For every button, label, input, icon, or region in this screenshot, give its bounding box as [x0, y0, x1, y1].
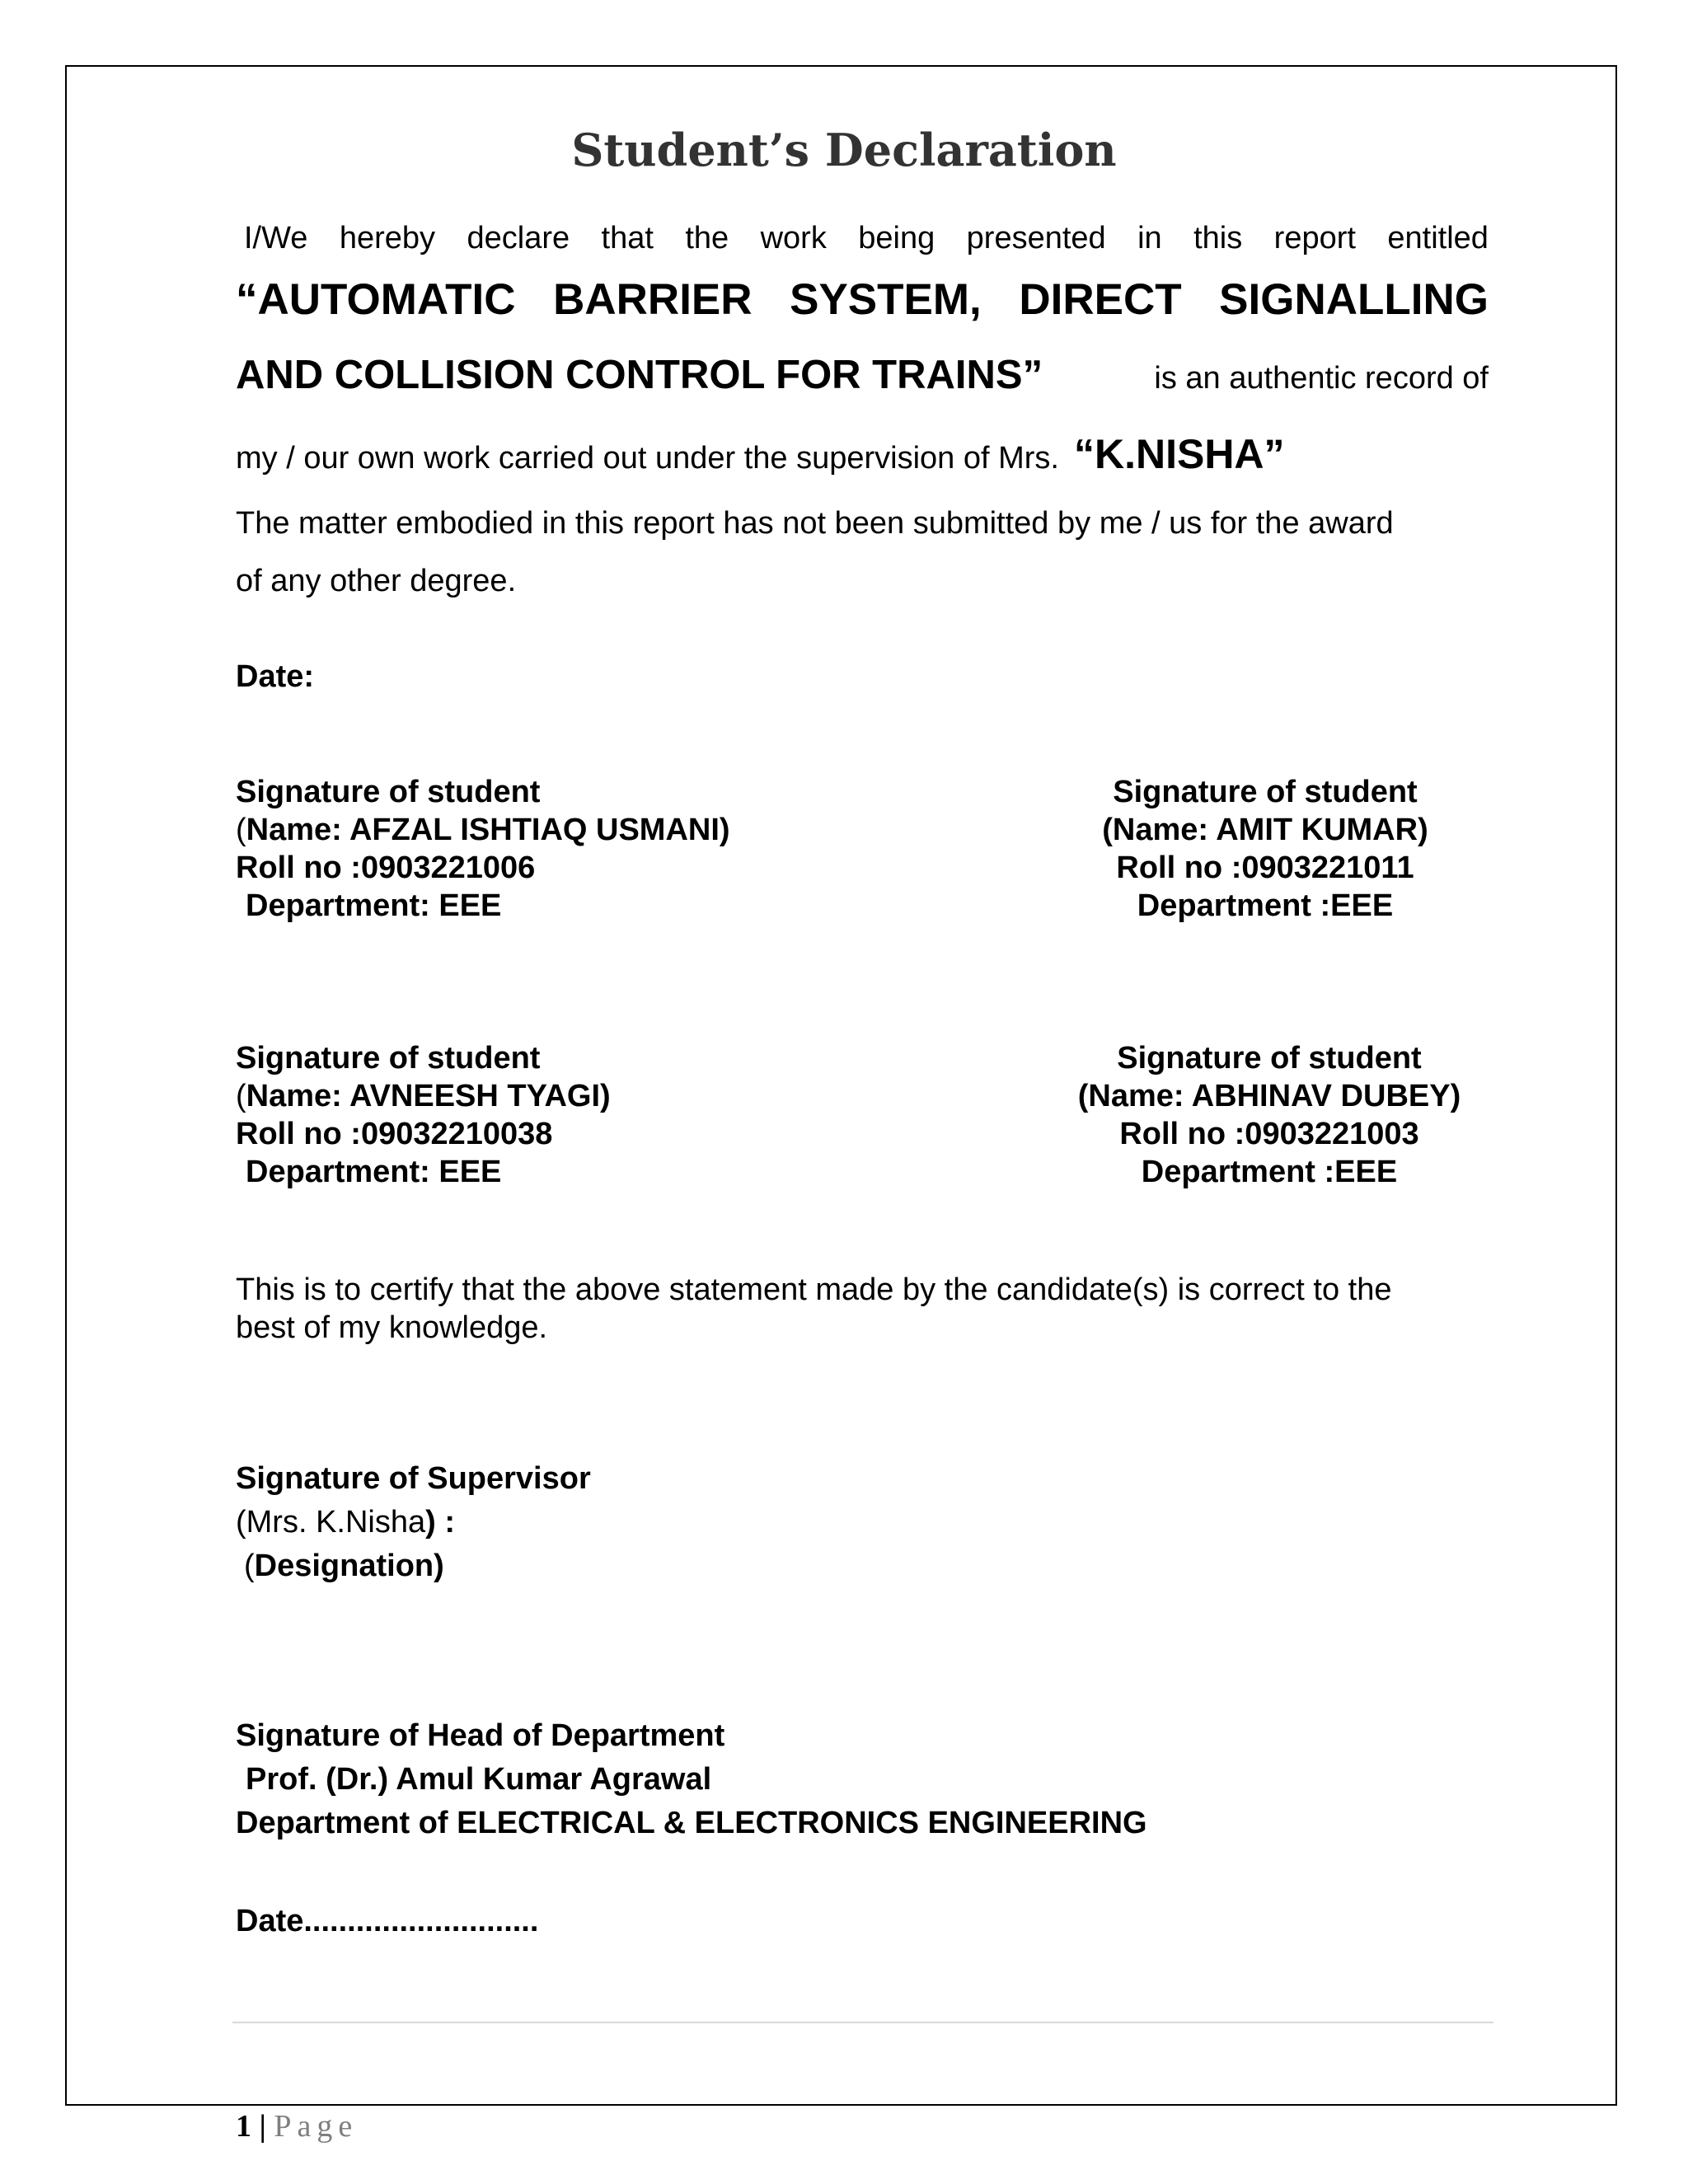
project-title-word: “AUTOMATIC — [236, 275, 516, 324]
student-signature-block-1 — [236, 773, 730, 925]
student-signature-block-4 — [1063, 1039, 1475, 1191]
date-label: Date: — [236, 659, 315, 694]
hod-department: Department of ELECTRICAL & ELECTRONICS ENGINEERING — [236, 1806, 1147, 1840]
student-signature-block-3 — [236, 1039, 611, 1191]
word: declare — [467, 221, 570, 255]
word: entitled — [1387, 221, 1489, 255]
supervisor-name-quoted: “K.NISHA” — [1073, 431, 1285, 477]
date-line: Date........................... — [236, 1904, 539, 1938]
word: I/We — [244, 221, 308, 255]
supervision-text: my / our own work carried out under the supervision of Mrs. — [236, 441, 1059, 476]
project-title-line-2 — [236, 352, 1489, 398]
project-title-word: SYSTEM, — [790, 275, 982, 324]
signature-label: Signature of student — [1117, 1041, 1422, 1076]
project-title-end: AND COLLISION CONTROL FOR TRAINS” — [236, 353, 1043, 397]
word: this — [1193, 221, 1243, 255]
signature-label: Signature of student — [236, 775, 541, 809]
page-title: Student’s Declaration — [571, 124, 1117, 176]
word: report — [1273, 221, 1356, 255]
student-signature-block-2 — [1063, 773, 1467, 925]
word: hereby — [339, 221, 436, 255]
declaration-line-5: of any other degree. — [236, 564, 517, 598]
student-roll: Roll no :0903221011 — [1116, 851, 1414, 885]
student-name: (Name: AMIT KUMAR) — [1102, 813, 1428, 847]
student-department: Department: EEE — [246, 888, 502, 923]
student-department: Department :EEE — [1137, 888, 1394, 923]
student-name: (Name: ABHINAV DUBEY) — [1077, 1079, 1461, 1113]
supervisor-name: (Mrs. K.Nisha) : — [236, 1505, 456, 1540]
student-department: Department :EEE — [1141, 1155, 1398, 1189]
student-roll: Roll no :0903221006 — [236, 851, 536, 885]
signature-label: Signature of student — [1113, 775, 1418, 809]
word: presented — [966, 221, 1106, 255]
page-separator: | — [259, 2109, 266, 2144]
supervisor-designation: (Designation) — [244, 1549, 444, 1583]
certification-line-2: best of my knowledge. — [236, 1310, 548, 1345]
project-title-word: DIRECT — [1019, 275, 1182, 324]
project-title-line-1 — [236, 274, 1489, 325]
page-word: Page — [274, 2109, 359, 2144]
word: being — [858, 221, 935, 255]
project-title-word: BARRIER — [553, 275, 753, 324]
hod-signature-block — [236, 1714, 1147, 1845]
declaration-line-4: The matter embodied in this report has not been submitted by me / us for the award — [236, 506, 1394, 541]
student-department: Department: EEE — [246, 1155, 502, 1189]
student-name: (Name: AFZAL ISHTIAQ USMANI) — [236, 813, 730, 847]
hod-signature-label: Signature of Head of Department — [236, 1718, 725, 1753]
word: the — [685, 221, 729, 255]
hod-name: Prof. (Dr.) Amul Kumar Agrawal — [246, 1762, 712, 1797]
supervisor-signature-label: Signature of Supervisor — [236, 1461, 591, 1496]
supervisor-line — [236, 430, 1285, 478]
supervisor-signature-block — [236, 1457, 591, 1588]
project-title-word: SIGNALLING — [1219, 275, 1489, 324]
word: work — [760, 221, 827, 255]
student-roll: Roll no :09032210038 — [236, 1117, 553, 1151]
declaration-tail: is an authentic record of — [1154, 361, 1489, 396]
page-footer — [236, 2108, 358, 2144]
word: that — [601, 221, 654, 255]
word: in — [1137, 221, 1162, 255]
footer-rule — [232, 2022, 1493, 2023]
signature-label: Signature of student — [236, 1041, 541, 1076]
page-number: 1 — [236, 2109, 251, 2144]
certification-statement — [236, 1271, 1391, 1347]
student-roll: Roll no :0903221003 — [1119, 1117, 1419, 1151]
certification-line-1: This is to certify that the above statement made by the candidate(s) is correct to the — [236, 1272, 1392, 1307]
student-name: (Name: AVNEESH TYAGI) — [236, 1079, 611, 1113]
declaration-line-1 — [244, 221, 1489, 256]
